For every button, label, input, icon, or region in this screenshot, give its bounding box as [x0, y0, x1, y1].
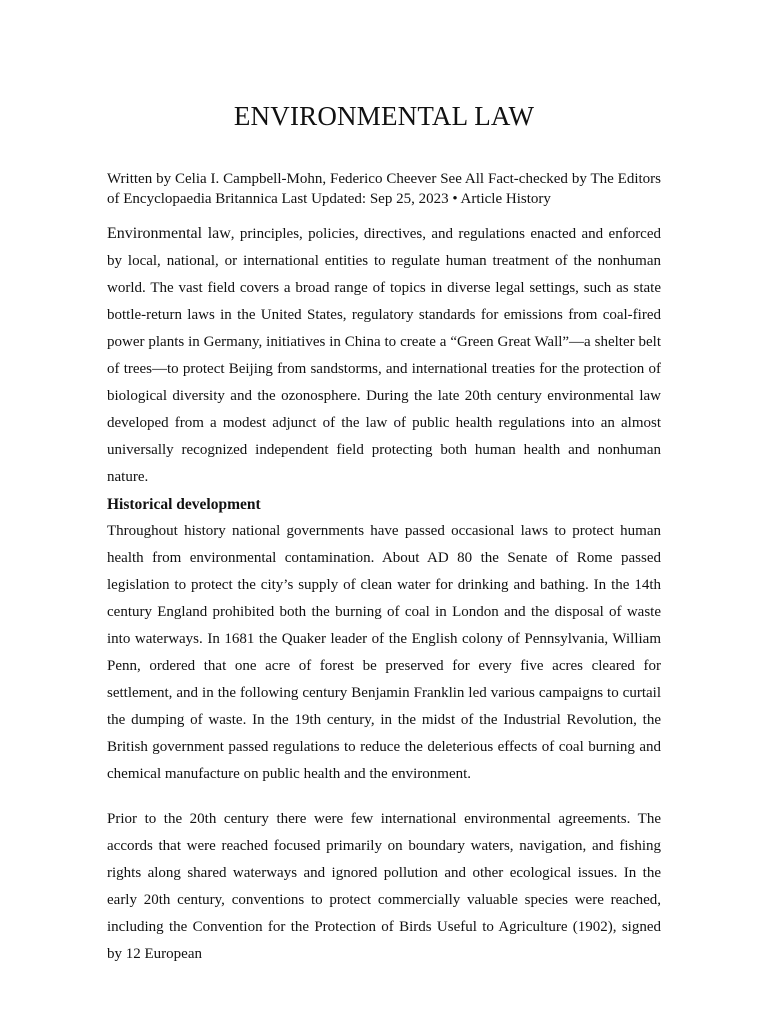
- article-body: [107, 220, 661, 968]
- section-paragraph-2: Prior to the 20th century there were few international environmental agreements. The accords that were reached focused primarily on boundary waters, navigation, and fishing rights along shared waterways and ignored pollution and other ecological issues. In the early 20th century, conventions to protect commercially valuable species were reached, including the Convention for the Protection of Birds Useful to Agriculture (1902), signed by 12 European: [107, 811, 661, 962]
- byline: Written by Celia I. Campbell-Mohn, Federico Cheever See All Fact-checked by The Editors of Encyclopaedia Britannica Last Updated: Sep 25, 2023 • Article History: [107, 171, 661, 207]
- lead-term: Environmental law: [107, 225, 231, 242]
- paragraph-gap: [107, 788, 661, 806]
- section-heading: Historical development: [107, 496, 261, 513]
- intro-text: , principles, policies, directives, and regulations enacted and enforced by local, national, or international entities to regulate human treatment of the nonhuman world. The vast field covers a broad range of topics in diverse legal settings, such as state bottle-return laws in the United States, regulatory standards for emissions from coal-fired power plants in Germany, initiatives in China to create a “Green Great Wall”—a shelter belt of trees—to protect Beijing from sandstorms, and international treaties for the protection of biological diversity and the ozonosphere. During the late 20th century environmental law developed from a modest adjunct of the law of public health regulations into an almost universally recognized independent field protecting both human health and nonhuman nature.: [107, 226, 661, 485]
- page-title: ENVIRONMENTAL LAW: [233, 101, 535, 131]
- intro-paragraph: [107, 220, 661, 491]
- section-paragraph-1: Throughout history national governments have passed occasional laws to protect human health from environmental contamination. About AD 80 the Senate of Rome passed legislation to protect the city’s supply of clean water for drinking and bathing. In the 14th century England prohibited both the burning of coal in London and the disposal of waste into waterways. In 1681 the Quaker leader of the English colony of Pennsylvania, William Penn, ordered that one acre of forest be preserved for every five acres cleared for settlement, and in the following century Benjamin Franklin led various campaigns to curtail the dumping of waste. In the 19th century, in the midst of the Industrial Revolution, the British government passed regulations to reduce the deleterious effects of coal burning and chemical manufacture on public health and the environment.: [107, 523, 661, 782]
